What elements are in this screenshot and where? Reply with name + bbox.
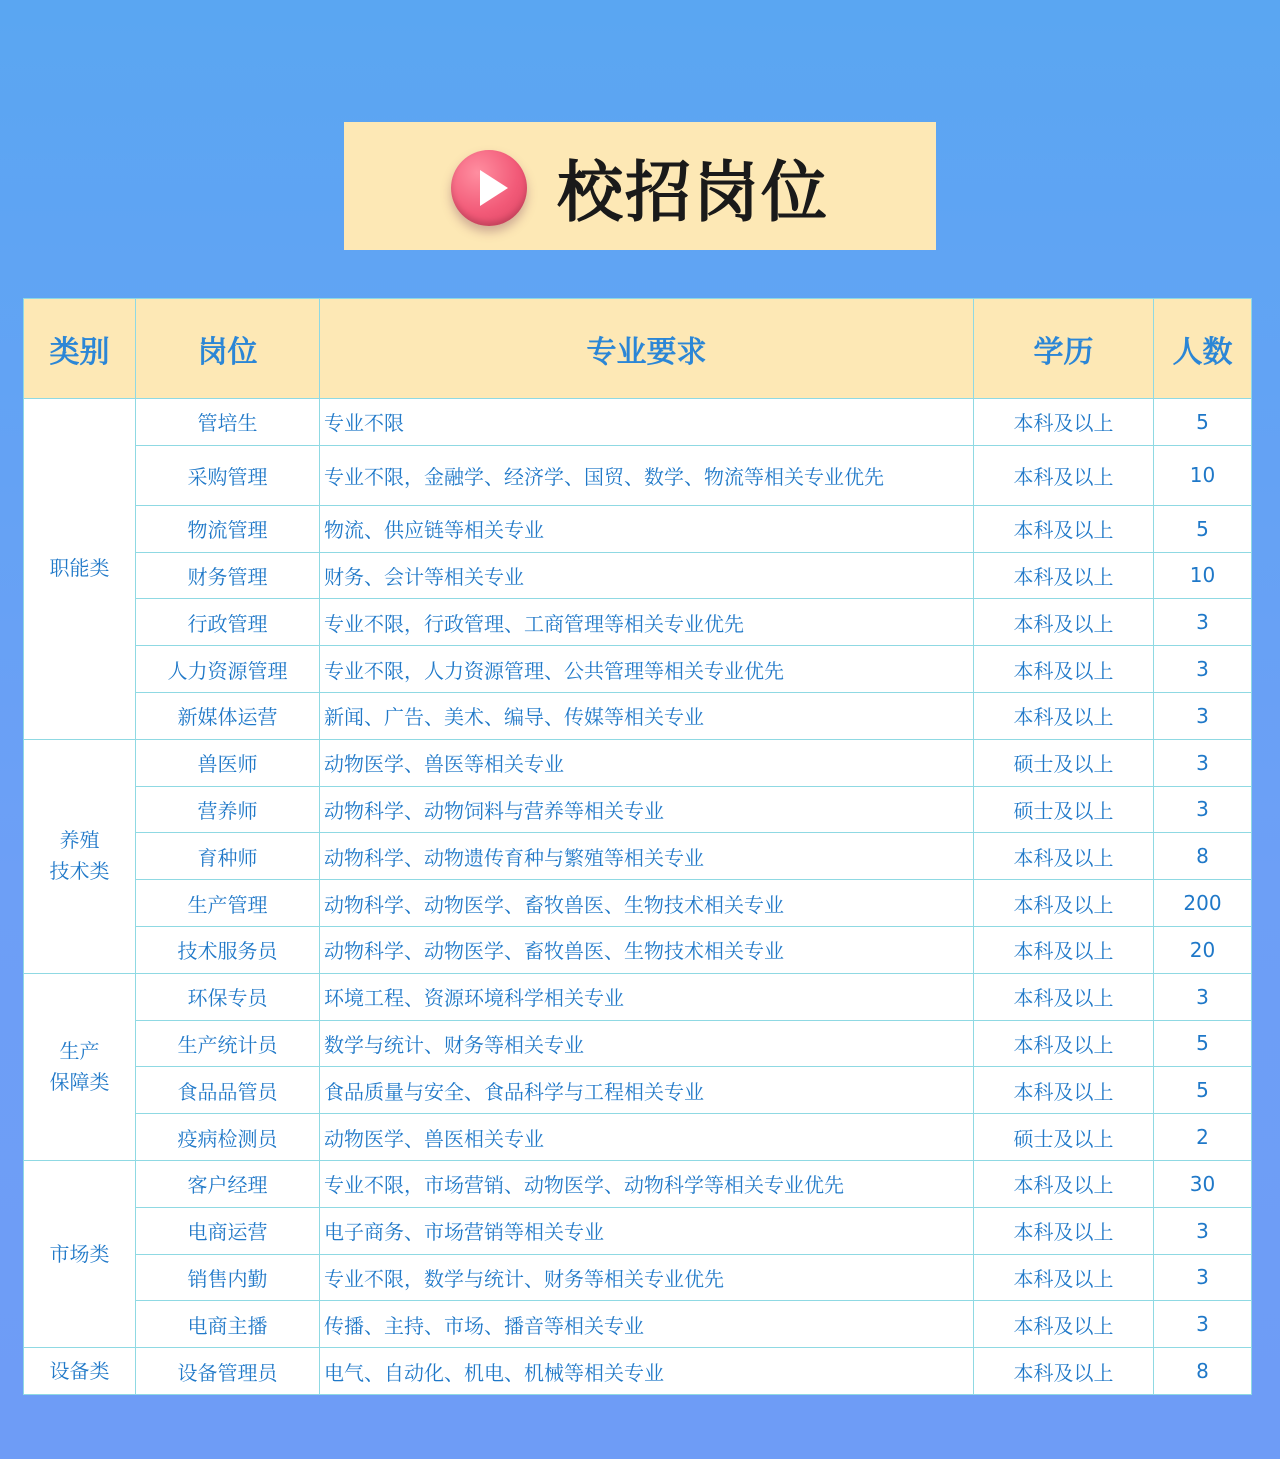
count-cell: 5 bbox=[1154, 1067, 1252, 1114]
count-cell: 10 bbox=[1154, 552, 1252, 599]
education-cell: 本科及以上 bbox=[974, 1301, 1154, 1348]
education-cell: 本科及以上 bbox=[974, 1020, 1154, 1067]
count-cell: 8 bbox=[1154, 1348, 1252, 1395]
header-education: 学历 bbox=[974, 299, 1154, 399]
major-cell: 电气、自动化、机电、机械等相关专业 bbox=[320, 1348, 974, 1395]
page-title: 校招岗位 bbox=[557, 153, 829, 231]
table-header-row bbox=[24, 299, 1252, 399]
major-cell: 专业不限，金融学、经济学、国贸、数学、物流等相关专业优先 bbox=[320, 445, 974, 505]
table-row bbox=[24, 1348, 1252, 1395]
education-cell: 本科及以上 bbox=[974, 880, 1154, 927]
position-cell: 兽医师 bbox=[136, 739, 320, 786]
education-cell: 本科及以上 bbox=[974, 552, 1154, 599]
major-cell: 数学与统计、财务等相关专业 bbox=[320, 1020, 974, 1067]
education-cell: 本科及以上 bbox=[974, 1067, 1154, 1114]
position-cell: 设备管理员 bbox=[136, 1348, 320, 1395]
position-cell: 新媒体运营 bbox=[136, 692, 320, 739]
major-cell: 物流、供应链等相关专业 bbox=[320, 505, 974, 552]
education-cell: 本科及以上 bbox=[974, 599, 1154, 646]
table-row bbox=[24, 646, 1252, 693]
position-cell: 采购管理 bbox=[136, 445, 320, 505]
position-cell: 营养师 bbox=[136, 786, 320, 833]
education-cell: 本科及以上 bbox=[974, 1207, 1154, 1254]
position-cell: 行政管理 bbox=[136, 599, 320, 646]
count-cell: 30 bbox=[1154, 1160, 1252, 1207]
major-cell: 食品质量与安全、食品科学与工程相关专业 bbox=[320, 1067, 974, 1114]
count-cell: 5 bbox=[1154, 1020, 1252, 1067]
title-banner bbox=[344, 122, 936, 250]
position-cell: 育种师 bbox=[136, 833, 320, 880]
education-cell: 本科及以上 bbox=[974, 1160, 1154, 1207]
play-icon bbox=[451, 150, 527, 226]
table-row bbox=[24, 692, 1252, 739]
position-cell: 财务管理 bbox=[136, 552, 320, 599]
table-row bbox=[24, 926, 1252, 973]
table-row bbox=[24, 880, 1252, 927]
major-cell: 动物医学、兽医等相关专业 bbox=[320, 739, 974, 786]
category-cell bbox=[24, 1348, 136, 1395]
major-cell: 专业不限，人力资源管理、公共管理等相关专业优先 bbox=[320, 646, 974, 693]
count-cell: 5 bbox=[1154, 505, 1252, 552]
education-cell: 本科及以上 bbox=[974, 1348, 1154, 1395]
education-cell: 本科及以上 bbox=[974, 1254, 1154, 1301]
category-cell bbox=[24, 973, 136, 1160]
category-label-line: 生产 bbox=[59, 1038, 100, 1063]
education-cell: 本科及以上 bbox=[974, 692, 1154, 739]
count-cell: 3 bbox=[1154, 1301, 1252, 1348]
major-cell: 动物科学、动物饲料与营养等相关专业 bbox=[320, 786, 974, 833]
education-cell: 本科及以上 bbox=[974, 505, 1154, 552]
major-cell: 动物科学、动物医学、畜牧兽医、生物技术相关专业 bbox=[320, 880, 974, 927]
position-cell: 物流管理 bbox=[136, 505, 320, 552]
count-cell: 20 bbox=[1154, 926, 1252, 973]
category-label-line: 职能类 bbox=[49, 556, 110, 581]
category-label-line: 市场类 bbox=[49, 1241, 110, 1266]
count-cell: 3 bbox=[1154, 786, 1252, 833]
education-cell: 本科及以上 bbox=[974, 926, 1154, 973]
table-row bbox=[24, 973, 1252, 1020]
table-row bbox=[24, 599, 1252, 646]
major-cell: 电子商务、市场营销等相关专业 bbox=[320, 1207, 974, 1254]
education-cell: 本科及以上 bbox=[974, 973, 1154, 1020]
education-cell: 本科及以上 bbox=[974, 445, 1154, 505]
position-cell: 技术服务员 bbox=[136, 926, 320, 973]
count-cell: 8 bbox=[1154, 833, 1252, 880]
position-cell: 人力资源管理 bbox=[136, 646, 320, 693]
position-cell: 客户经理 bbox=[136, 1160, 320, 1207]
table-row bbox=[24, 552, 1252, 599]
major-cell: 新闻、广告、美术、编导、传媒等相关专业 bbox=[320, 692, 974, 739]
table-row bbox=[24, 786, 1252, 833]
education-cell: 本科及以上 bbox=[974, 646, 1154, 693]
header-count: 人数 bbox=[1154, 299, 1252, 399]
count-cell: 2 bbox=[1154, 1114, 1252, 1161]
position-cell: 生产统计员 bbox=[136, 1020, 320, 1067]
count-cell: 3 bbox=[1154, 1254, 1252, 1301]
table-row bbox=[24, 1301, 1252, 1348]
category-label-line: 养殖 bbox=[59, 828, 100, 853]
education-cell: 本科及以上 bbox=[974, 399, 1154, 446]
count-cell: 10 bbox=[1154, 445, 1252, 505]
table-row bbox=[24, 445, 1252, 505]
position-cell: 管培生 bbox=[136, 399, 320, 446]
category-cell bbox=[24, 399, 136, 740]
count-cell: 3 bbox=[1154, 973, 1252, 1020]
position-cell: 食品品管员 bbox=[136, 1067, 320, 1114]
table-row bbox=[24, 1114, 1252, 1161]
position-cell: 疫病检测员 bbox=[136, 1114, 320, 1161]
count-cell: 200 bbox=[1154, 880, 1252, 927]
position-cell: 电商主播 bbox=[136, 1301, 320, 1348]
count-cell: 3 bbox=[1154, 739, 1252, 786]
table-row bbox=[24, 1067, 1252, 1114]
major-cell: 动物医学、兽医相关专业 bbox=[320, 1114, 974, 1161]
education-cell: 硕士及以上 bbox=[974, 1114, 1154, 1161]
category-label-line: 设备类 bbox=[49, 1358, 110, 1383]
major-cell: 动物科学、动物医学、畜牧兽医、生物技术相关专业 bbox=[320, 926, 974, 973]
count-cell: 3 bbox=[1154, 599, 1252, 646]
count-cell: 3 bbox=[1154, 1207, 1252, 1254]
header-category: 类别 bbox=[24, 299, 136, 399]
education-cell: 本科及以上 bbox=[974, 833, 1154, 880]
major-cell: 专业不限，行政管理、工商管理等相关专业优先 bbox=[320, 599, 974, 646]
table-row bbox=[24, 1207, 1252, 1254]
table-row bbox=[24, 1020, 1252, 1067]
major-cell: 专业不限 bbox=[320, 399, 974, 446]
table-row bbox=[24, 505, 1252, 552]
category-cell bbox=[24, 1160, 136, 1347]
category-cell bbox=[24, 739, 136, 973]
header-major: 专业要求 bbox=[320, 299, 974, 399]
major-cell: 财务、会计等相关专业 bbox=[320, 552, 974, 599]
count-cell: 3 bbox=[1154, 692, 1252, 739]
position-cell: 电商运营 bbox=[136, 1207, 320, 1254]
education-cell: 硕士及以上 bbox=[974, 739, 1154, 786]
table-row bbox=[24, 1254, 1252, 1301]
table-row bbox=[24, 1160, 1252, 1207]
major-cell: 传播、主持、市场、播音等相关专业 bbox=[320, 1301, 974, 1348]
category-label-line: 保障类 bbox=[49, 1069, 110, 1094]
count-cell: 5 bbox=[1154, 399, 1252, 446]
table-row bbox=[24, 833, 1252, 880]
category-label-line: 技术类 bbox=[49, 859, 110, 884]
table-row bbox=[24, 739, 1252, 786]
major-cell: 动物科学、动物遗传育种与繁殖等相关专业 bbox=[320, 833, 974, 880]
education-cell: 硕士及以上 bbox=[974, 786, 1154, 833]
position-cell: 生产管理 bbox=[136, 880, 320, 927]
position-cell: 环保专员 bbox=[136, 973, 320, 1020]
position-cell: 销售内勤 bbox=[136, 1254, 320, 1301]
table-row bbox=[24, 399, 1252, 446]
major-cell: 环境工程、资源环境科学相关专业 bbox=[320, 973, 974, 1020]
recruitment-table bbox=[23, 298, 1252, 1395]
major-cell: 专业不限，市场营销、动物医学、动物科学等相关专业优先 bbox=[320, 1160, 974, 1207]
major-cell: 专业不限，数学与统计、财务等相关专业优先 bbox=[320, 1254, 974, 1301]
header-position: 岗位 bbox=[136, 299, 320, 399]
count-cell: 3 bbox=[1154, 646, 1252, 693]
